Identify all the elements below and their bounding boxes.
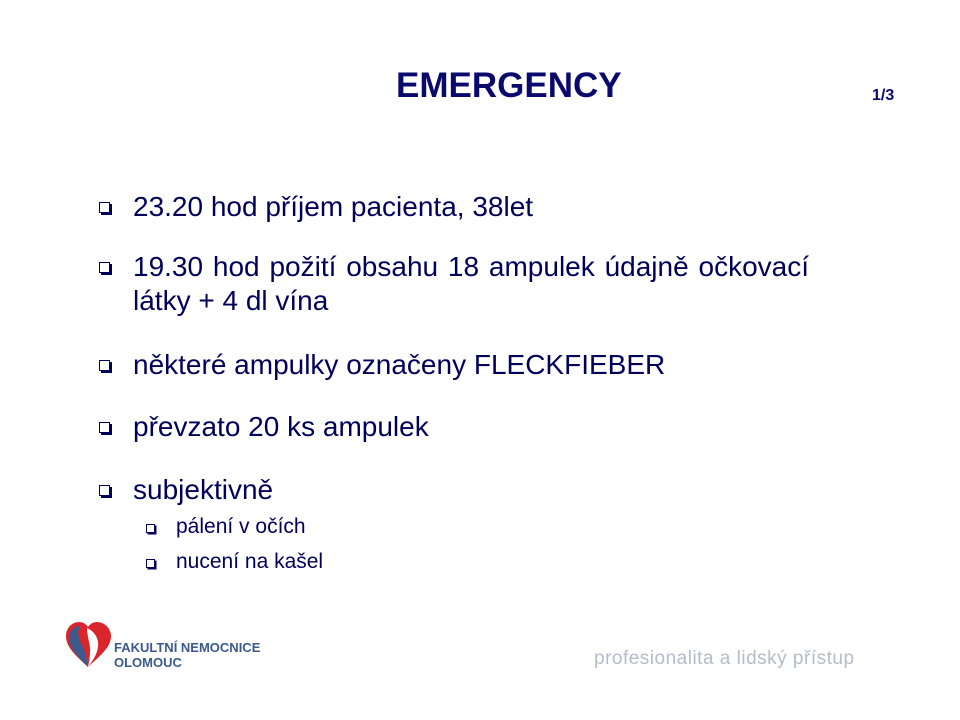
bullet-item: [99, 250, 809, 318]
hospital-logo: [65, 620, 265, 670]
square-bullet-icon: [99, 360, 110, 371]
logo-line-2: OLOMOUC: [114, 655, 182, 670]
bullet-text: 23.20 hod příjem pacienta, 38let: [133, 191, 534, 222]
logo-line-1: FAKULTNÍ NEMOCNICE: [114, 640, 261, 655]
page-number: 1/3: [872, 87, 895, 104]
bullet-text: subjektivně: [133, 474, 274, 505]
square-bullet-icon: [99, 202, 110, 213]
tagline: profesionalita a lidský přístup: [594, 648, 855, 669]
bullet-text: převzato 20 ks ampulek: [133, 411, 429, 442]
sub-bullet-text: nucení na kašel: [176, 550, 324, 573]
bullet-item: [99, 410, 809, 444]
sub-bullet-text: pálení v očích: [176, 515, 306, 538]
bullet-text: 19.30 hod požití obsahu 18 ampulek údajně očkovací látky + 4 dl vína: [133, 251, 809, 316]
bullet-item: [99, 190, 809, 224]
square-bullet-icon: [99, 422, 110, 433]
bullet-item: [99, 473, 809, 507]
sub-bullet-item: [146, 549, 323, 575]
square-bullet-icon: [99, 262, 110, 273]
square-bullet-icon: [99, 485, 110, 496]
square-bullet-icon: [146, 559, 155, 568]
sub-bullet-item: [146, 514, 306, 540]
logo-text: [114, 640, 260, 670]
bullet-item: [99, 348, 809, 382]
bullet-text: některé ampulky označeny FLECKFIEBER: [133, 349, 666, 380]
square-bullet-icon: [146, 524, 155, 533]
slide-title: EMERGENCY: [396, 66, 622, 105]
hospital-heart-logo-icon: [65, 620, 113, 670]
